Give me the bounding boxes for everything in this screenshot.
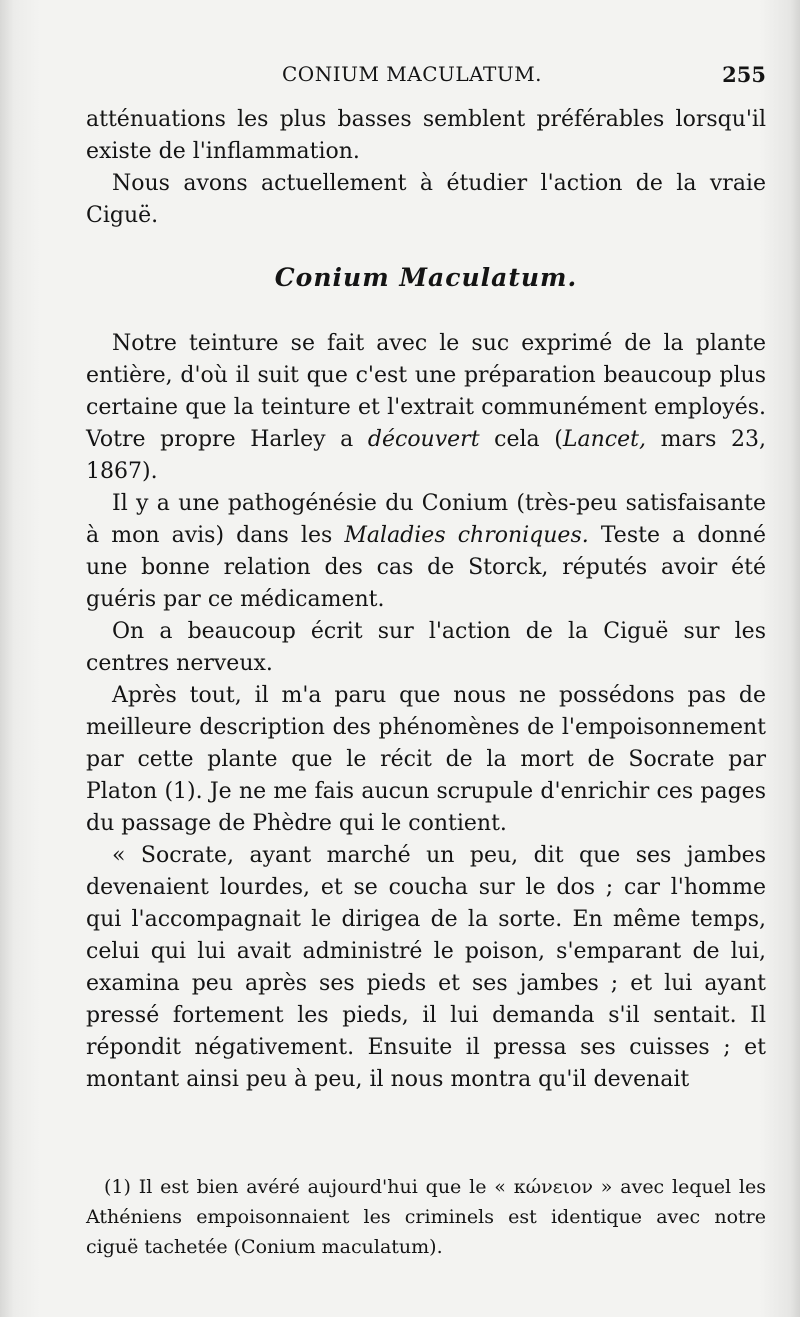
paragraph-teinture: Notre teinture se fait avec le suc exprimé de la plante entière, d'où il suit que c'est une préparation beaucoup plus certaine que la teinture et l'extrait communément employés. Votre propre Harley a découvert cela (Lancet, mars 23, 1867). [86,331,766,484]
emphasis-lancet: Lancet, [562,427,646,452]
emphasis-decouvert: découvert [367,427,480,452]
footnote [86,1172,766,1262]
paragraph-intro-ciguë: Nous avons actuellement à étudier l'action de la vraie Ciguë. [86,171,766,228]
body-text [86,104,766,1096]
running-title: CONIUM MACULATUM. [282,62,543,86]
page-number: 255 [722,62,766,87]
footnote-text: (1) Il est bien avéré aujourd'hui que le « κώνειον » avec lequel les Athéniens empoisonnaient les criminels est identique avec notre ciguë tachetée (Conium maculatum). [86,1176,766,1258]
page-header [86,62,766,92]
paragraph-centres-nerveux: On a beaucoup écrit sur l'action de la Ciguë sur les centres nerveux. [86,619,766,676]
paragraph-quotation: « Socrate, ayant marché un peu, dit que ses jambes devenaient lourdes, et se coucha sur le dos ; car l'homme qui l'accompagnait le dirigea de la sorte. En même temps, celui qui lui avait administré le poison, s'emparant de lui, examina peu après ses pieds et ses jambes ; et lui ayant pressé fortement les pieds, il lui demanda s'il sentait. Il répondit négativement. Ensuite il pressa ses cuisses ; et montant ainsi peu à peu, il nous montra qu'il devenait [86,843,766,1092]
paragraph-socrate-platon: Après tout, il m'a paru que nous ne possédons pas de meilleure description des phénomènes de l'empoisonnement par cette plante que le récit de la mort de Socrate par Platon (1). Je ne me fais aucun scrupule d'enrichir ces pages du passage de Phèdre qui le contient. [86,683,766,836]
section-title: Conium Maculatum. [274,263,578,292]
paragraph-pathogenesie: Il y a une pathogénésie du Conium (très-peu satisfaisante à mon avis) dans les Maladies chroniques. Teste a donné une bonne relation des cas de Storck, réputés avoir été guéris par ce médicament. [86,491,766,612]
emphasis-maladies-chroniques: Maladies chroniques. [344,523,589,548]
paragraph-continuation: atténuations les plus basses semblent préférables lorsqu'il existe de l'inflammation. [86,107,766,164]
